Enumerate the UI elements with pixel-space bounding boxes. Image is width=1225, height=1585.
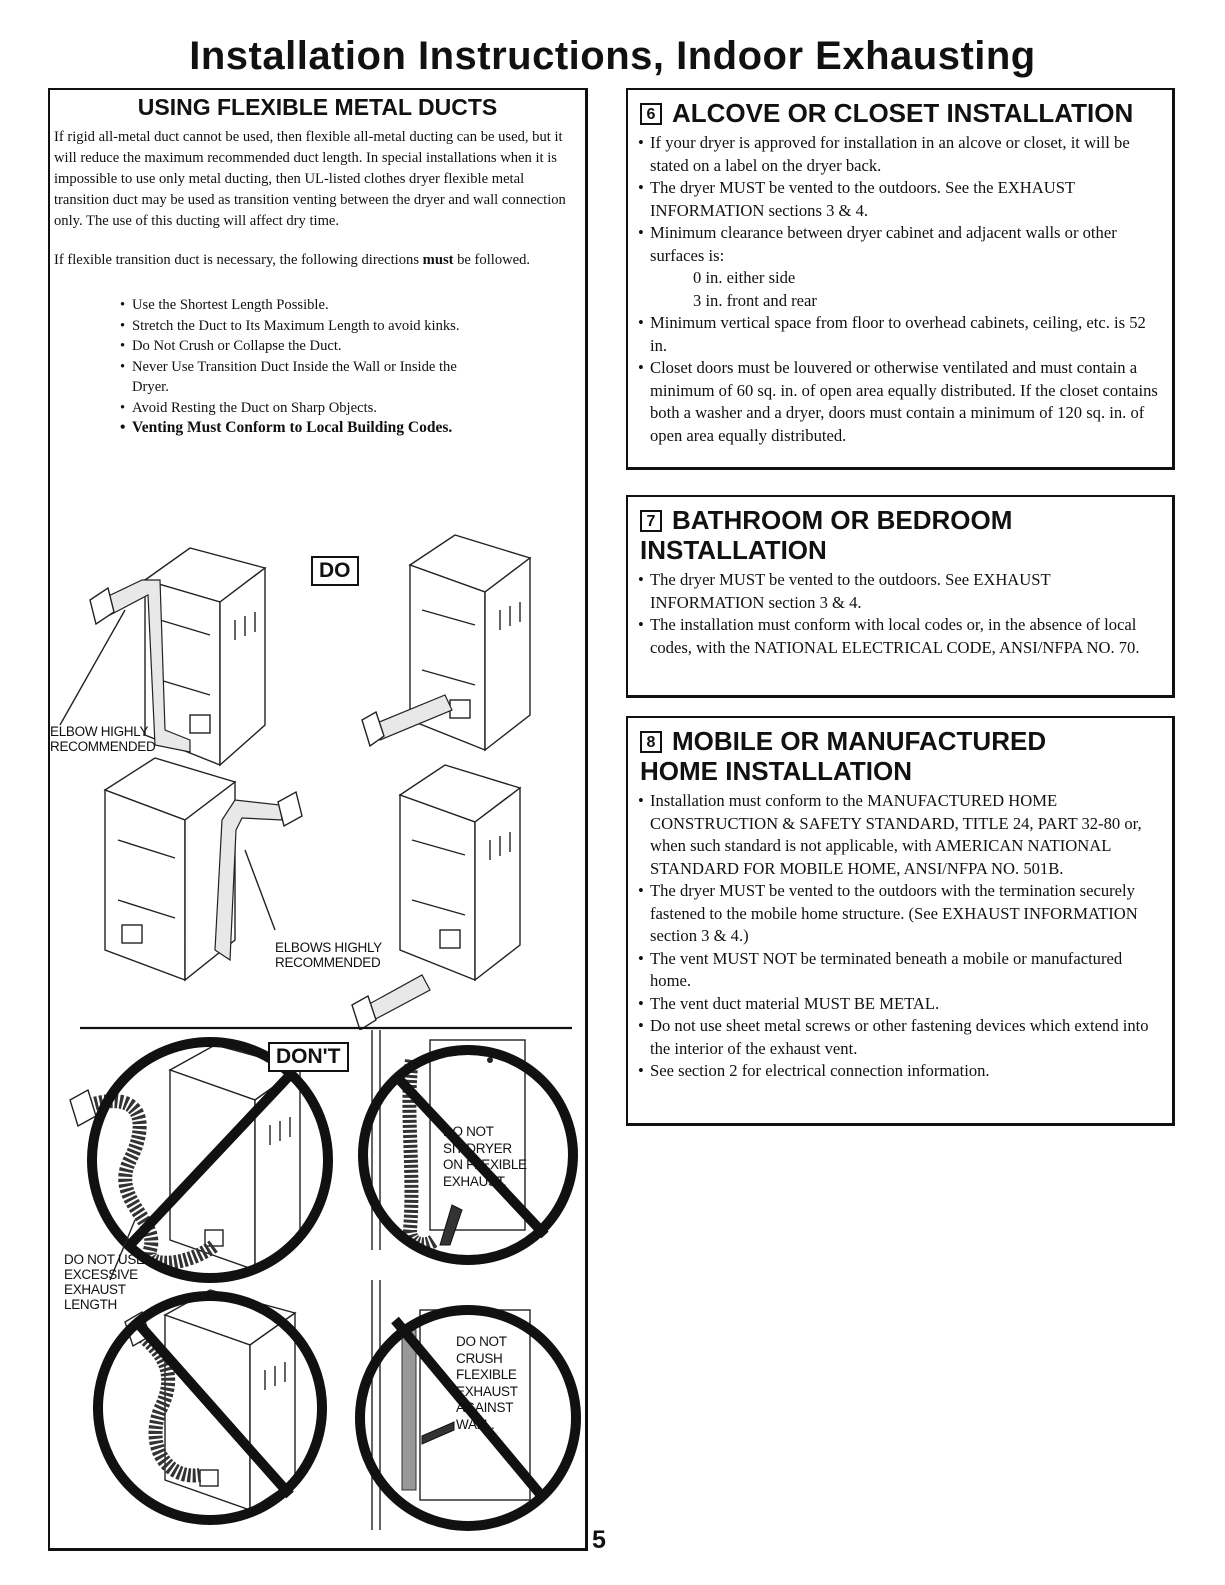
mobile-item: • See section 2 for electrical connection information. — [638, 1060, 1166, 1083]
dont-label: DON'T — [268, 1042, 349, 1072]
page-title: Installation Instructions, Indoor Exhausting — [189, 34, 1036, 78]
label-line: DO NOT USE — [64, 1252, 145, 1267]
label-line: AGAINST — [456, 1400, 514, 1415]
mobile-home-section — [626, 716, 1175, 1126]
paragraph-2-text-end: be followed. — [453, 252, 531, 268]
mobile-heading-line-1: MOBILE OR MANUFACTURED — [672, 726, 1047, 756]
dryer-illustration-4 — [400, 765, 520, 980]
section-number-badge: 6 — [640, 103, 662, 125]
label-line: DO NOT — [443, 1124, 494, 1139]
direction-item: • Avoid Resting the Duct on Sharp Objects. — [120, 398, 585, 419]
label-line: EXHAUST — [64, 1282, 126, 1297]
clearance-side: 0 in. either side — [693, 268, 796, 287]
no-excessive-length-illustration — [70, 1042, 328, 1280]
alcove-list — [638, 132, 1166, 447]
elbow-recommended-label — [50, 724, 155, 754]
label-line: ELBOW HIGHLY — [50, 724, 149, 739]
mobile-item: • The vent duct material MUST BE METAL. — [638, 993, 1166, 1016]
label-line: FLEXIBLE — [456, 1367, 517, 1382]
direction-item-bold: • Venting Must Conform to Local Building Codes. — [120, 418, 585, 439]
label-line: EXHAUST. — [443, 1173, 507, 1189]
alcove-closet-section — [626, 88, 1175, 470]
flexible-duct-paragraph-1: If rigid all-metal duct cannot be used, then flexible all-metal ducting can be used, but it will reduce the maximum recommended duct length. In special installations when it is impossible to use only metal ducting, then UL-listed clothes dryer flexible metal transition duct may be used as transition venting between the dryer and wall connection only. The use of this ducting will affect dry time. — [54, 129, 566, 229]
mobile-item: • Do not use sheet metal screws or other fastening devices which extend into the interior of the exhaust vent. — [638, 1015, 1166, 1060]
label-line: DO NOT — [456, 1334, 507, 1349]
bathroom-heading-line-1: BATHROOM OR BEDROOM — [672, 505, 1013, 535]
bathroom-bedroom-section — [626, 495, 1175, 698]
bathroom-item: • The dryer MUST be vented to the outdoors. See EXHAUST INFORMATION section 3 & 4. — [638, 569, 1166, 614]
alcove-item: • Closet doors must be louvered or otherwise ventilated and must contain a minimum of 60 sq. in. of open area equally distributed. If the closet contains both a washer and a dryer, doors must contain a minimum of 120 sq. in. of open area equally distributed. — [638, 357, 1166, 447]
flexible-duct-heading: USING FLEXIBLE METAL DUCTS — [137, 94, 498, 120]
clearance-front-rear: 3 in. front and rear — [693, 290, 817, 310]
alcove-heading — [628, 90, 1172, 128]
mobile-item: • The dryer MUST be vented to the outdoors with the termination securely fastened to the mobile home structure. (See EXHAUST INFORMATION section 3 & 4.) — [638, 880, 1166, 948]
paragraph-2-text: If flexible transition duct is necessary, the following directions — [54, 252, 423, 268]
label-line: ON FLEXIBLE — [443, 1157, 527, 1172]
do-label: DO — [311, 556, 359, 586]
label-line: LENGTH — [64, 1297, 117, 1312]
no-excessive-length-label — [64, 1252, 145, 1312]
bathroom-heading — [628, 497, 1172, 565]
no-excessive-length-illustration-2 — [98, 1290, 322, 1520]
mobile-heading — [628, 718, 1172, 786]
bathroom-list — [638, 569, 1166, 659]
paragraph-2-emphasis: must — [422, 252, 454, 268]
no-sit-dryer-label — [443, 1124, 527, 1190]
alcove-item: • Minimum clearance between dryer cabinet and adjacent walls or other surfaces is: — [638, 222, 1166, 267]
bathroom-item: • The installation must conform with local codes or, in the absence of local codes, with the NATIONAL ELECTRICAL CODE, ANSI/NFPA NO. 70. — [638, 614, 1166, 659]
flexible-duct-directions — [120, 295, 585, 439]
label-line: WALL. — [456, 1416, 495, 1432]
mobile-heading-line-2: HOME INSTALLATION — [640, 756, 913, 786]
elbows-recommended-label — [275, 940, 382, 970]
label-line: RECOMMENDED — [50, 739, 156, 754]
mobile-list — [638, 790, 1166, 1083]
direction-item: • Do Not Crush or Collapse the Duct. — [120, 336, 585, 357]
section-number-badge: 8 — [640, 731, 662, 753]
mobile-item: • The vent MUST NOT be terminated beneath a mobile or manufactured home. — [638, 948, 1166, 993]
direction-item: • Use the Shortest Length Possible. — [120, 295, 585, 316]
direction-item: • Stretch the Duct to Its Maximum Length to avoid kinks. — [120, 316, 585, 337]
section-number-badge: 7 — [640, 510, 662, 532]
alcove-item: • Minimum vertical space from floor to overhead cabinets, ceiling, etc. is 52 in. — [638, 312, 1166, 357]
no-crush-label — [456, 1334, 518, 1433]
bathroom-heading-line-2: INSTALLATION — [640, 535, 827, 565]
alcove-item: • The dryer MUST be vented to the outdoors. See the EXHAUST INFORMATION sections 3 & 4. — [638, 177, 1166, 222]
alcove-heading-text: ALCOVE OR CLOSET INSTALLATION — [672, 98, 1134, 128]
alcove-item: • If your dryer is approved for installation in an alcove or closet, it will be stated on a label on the dryer back. — [638, 132, 1166, 177]
label-line: CRUSH — [456, 1350, 503, 1366]
page-number: 5 — [592, 1526, 606, 1554]
label-line: SIT DRYER — [443, 1140, 512, 1156]
label-line: ELBOWS HIGHLY — [275, 940, 382, 955]
label-line: EXHAUST — [456, 1383, 518, 1399]
label-line: RECOMMENDED — [275, 955, 381, 970]
mobile-item: • Installation must conform to the MANUFACTURED HOME CONSTRUCTION & SAFETY STANDARD, TITLE 24, PART 32-80 or, when such standard is not applicable, with AMERICAN NATIONAL STANDARD FOR MOBILE HOME, ANSI/NFPA NO. 501B. — [638, 790, 1166, 880]
direction-item: • Never Use Transition Duct Inside the Wall or Inside the Dryer. — [120, 357, 472, 398]
label-line: EXCESSIVE — [64, 1267, 138, 1282]
flexible-duct-paragraph-2 — [54, 250, 577, 271]
